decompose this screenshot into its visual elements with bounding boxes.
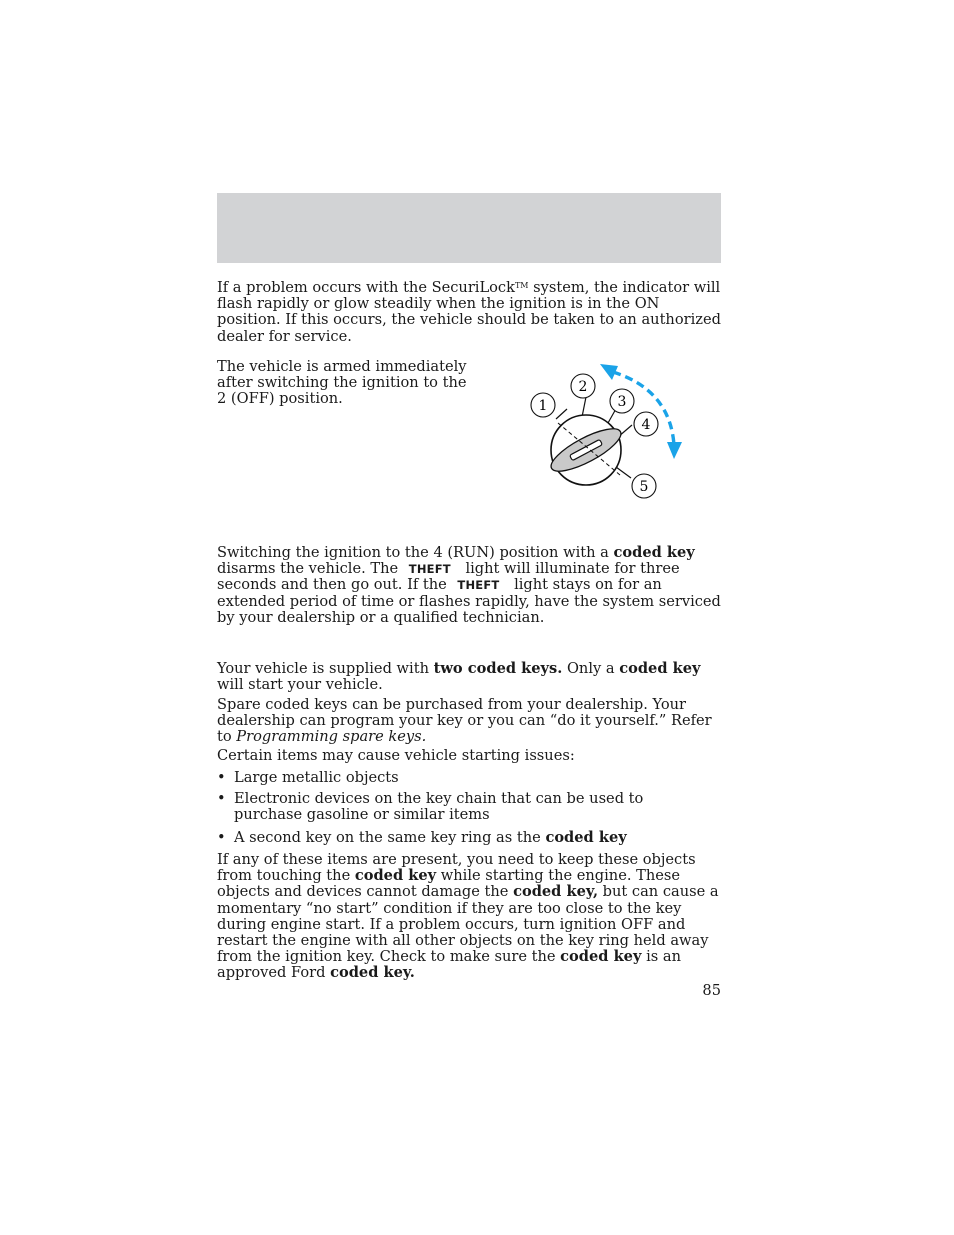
ignition-diagram [520,355,700,505]
bullet3-coded-key-bold: coded key [545,829,627,846]
run-text-e: light stays on for an extended period of time or flashes rapidly, have the system serviced by your dealership or a qualified technician. [217,576,721,626]
final-coded-key-bold: coded key [354,867,437,885]
final-coded-key-bold-3: coded key [560,948,642,966]
spare-keys-paragraph [217,697,721,746]
supplied-text-a: Your vehicle is supplied with [217,660,434,677]
armed-paragraph: The vehicle is armed immediately after switching the ignition to the 2 (OFF) position. [217,358,467,408]
final-text-a: If any of these items are present, you need to keep these objects from touching the [217,851,696,885]
supplied-text-e: will start your vehicle. [217,676,383,694]
bullet3-text-a: A second key on the same key ring as the [234,829,546,846]
certain-items-paragraph: Certain items may cause vehicle starting issues: [217,747,575,764]
bullet-dot: • [217,769,226,786]
run-position-paragraph [217,545,721,626]
coded-key-bold: coded key [619,660,701,677]
final-paragraph [217,852,721,982]
bullet-dot: • [217,790,226,807]
bullet-text: Large metallic objects [234,769,399,786]
spare-text-a: Spare coded keys can be purchased from your dealership. Your dealership can program your key or you can “do it yourself.” Refer to [217,696,712,746]
supplied-text-c: Only a [562,660,620,677]
securilock-problem-paragraph [217,278,721,345]
para1-text-a: If a problem occurs with the SecuriLock [217,279,515,296]
final-text-e: but can cause a momentary “no start” condition if they are too close to the key during engine start. If a problem occurs, turn ignition OFF and restart the engine with all other objects on the key ring held away from the ignition key. Check to make sure the [217,883,719,966]
two-coded-keys-bold: two coded keys. [433,660,563,677]
position-label-4: 4 [641,417,651,433]
position-label-1: 1 [538,398,548,414]
para1-text-b: system, the indicator will flash rapidly or glow steadily when the ignition is in the ON position. If this occurs, the vehicle should be taken to an authorized dealer for service. [217,279,721,345]
position-label-3: 3 [617,394,627,410]
run-text-c: disarms the vehicle. The [217,560,403,578]
bullet-dot: • [217,829,226,846]
final-text-c: while starting the engine. These objects and devices cannot damage the [217,867,681,901]
theft-indicator-symbol: THEFT [457,578,500,593]
supplied-keys-paragraph [217,661,721,693]
position-label-5: 5 [639,479,649,495]
final-coded-key-bold-4: coded key. [330,964,415,982]
final-text-g: is an approved Ford [217,948,681,982]
final-coded-key-bold-2: coded key, [513,883,599,901]
page-number: 85 [702,982,721,999]
bullet-text: Electronic devices on the key chain that can be used to purchase gasoline or similar items [234,790,644,824]
run-text-a: Switching the ignition to the 4 (RUN) position with a [217,544,614,561]
trademark-mark: TM [514,281,529,290]
position-label-2: 2 [578,379,588,395]
run-coded-key-bold: coded key [613,544,695,561]
programming-spare-keys-reference: Programming spare keys. [236,728,427,746]
run-text-d: light will illuminate for three seconds and then go out. If the [217,560,680,594]
section-header-band [217,193,721,263]
theft-indicator-symbol: THEFT [408,562,451,577]
bullet-text [234,830,704,846]
